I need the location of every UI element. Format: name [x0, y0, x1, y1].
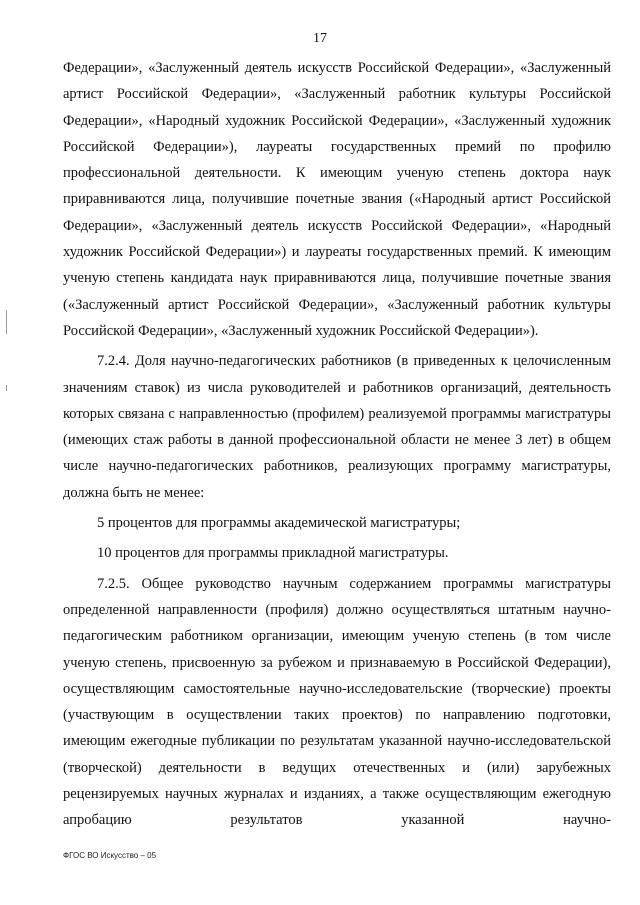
paragraph-7-2-4: 7.2.4. Доля научно-педагогических работников (в приведенных к целочисленным значениям ставок) из числа руководителей и работников организаций, деятельность которых связана с направленностью (профилем) реализуемой программы магистратуры (имеющих стаж работы в данной профессиональной области не менее 3 лет) в общем числе научно-педагогических работников, реализующих программу магистратуры, должна быть не менее:: [63, 353, 611, 501]
page-number: 17: [313, 31, 327, 46]
document-body: [63, 55, 611, 834]
paragraph-7-2-5: 7.2.5. Общее руководство научным содержанием программы магистратуры определенной направленности (профиля) должно осуществляться штатным научно-педагогическим работником организации, имеющим ученую степень (в том числе ученую степень, присвоенную за рубежом и признаваемую в Российской Федерации), осуществляющим самостоятельные научно-исследовательские (творческие) проекты (участвующим в осуществлении таких проектов) по направлению подготовки, имеющим ежегодные публикации по результатам указанной научно-исследовательской (творческой) деятельности в ведущих отечественных и (или) зарубежных рецензируемых научных журналах и изданиях, а также осуществляющим ежегодную апробацию результатов указанной научно-: [63, 575, 611, 829]
scan-margin-mark: [6, 385, 7, 391]
footer-label: ФГОС ВО Искусство – 05: [63, 851, 157, 860]
list-item-academic: 5 процентов для программы академической магистратуры;: [97, 515, 461, 532]
scan-margin-mark: [6, 310, 7, 334]
list-item-applied: 10 процентов для программы прикладной магистратуры.: [97, 545, 449, 562]
paragraph-honorary-titles: Федерации», «Заслуженный деятель искусств Российской Федерации», «Заслуженный артист Российской Федерации», «Заслуженный работник культуры Российской Федерации», «Народный художник Российской Федерации», «Заслуженный художник Российской Федерации»), лауреаты государственных премий по профилю профессиональной деятельности. К имеющим ученую степень доктора наук приравниваются лица, получившие почетные звания («Народный артист Российской Федерации», «Заслуженный деятель искусств Российской Федерации», «Народный художник Российской Федерации») и лауреаты государственных премий. К имеющим ученую степень кандидата наук приравниваются лица, получившие почетные звания («Заслуженный артист Российской Федерации», «Заслуженный работник культуры Российской Федерации», «Заслуженный художник Российской Федерации»).: [63, 60, 611, 339]
